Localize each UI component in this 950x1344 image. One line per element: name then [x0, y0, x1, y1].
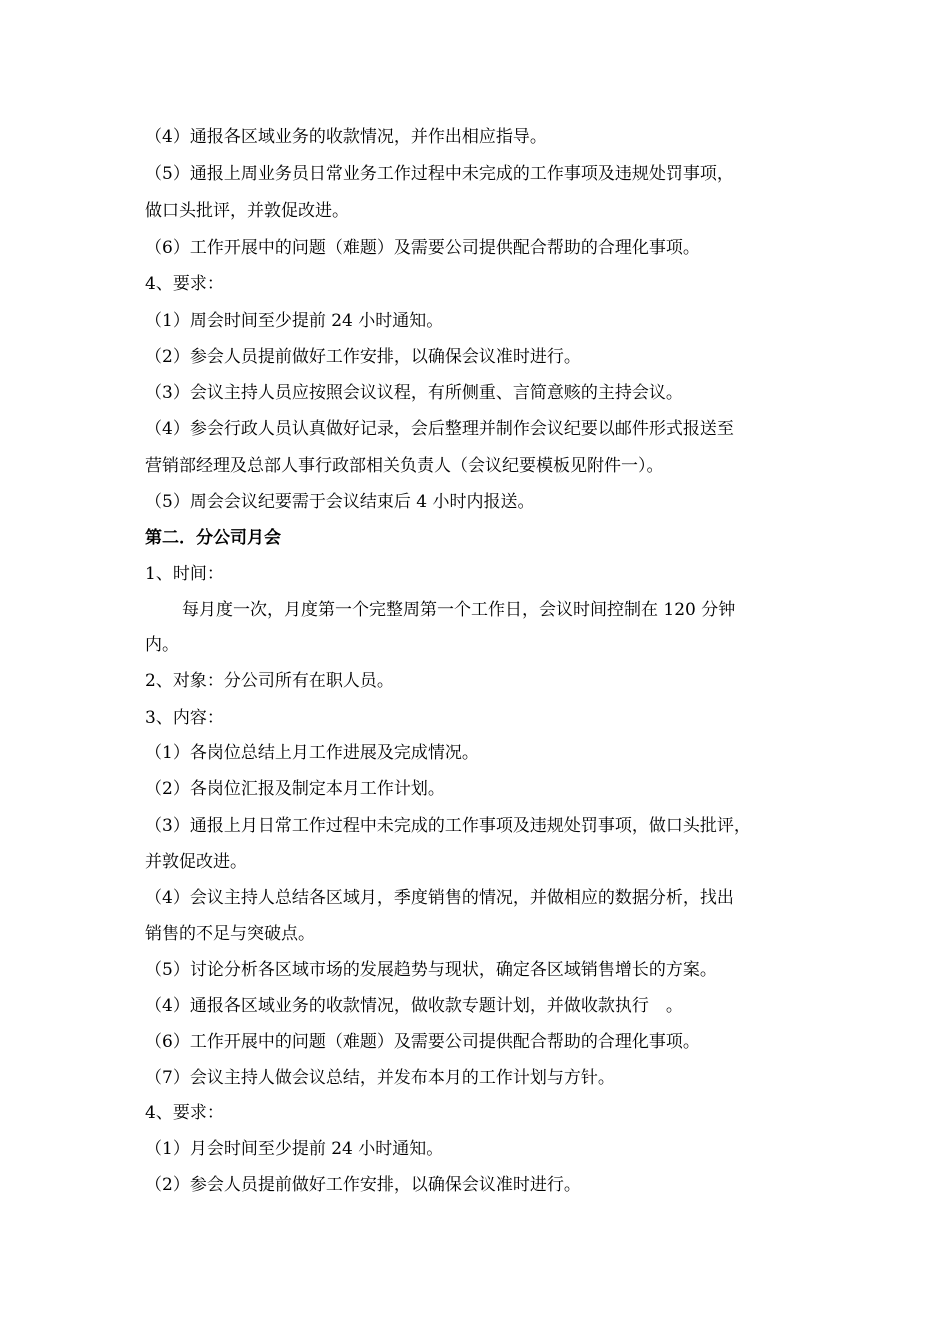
text-line: （2）参会人员提前做好工作安排，以确保会议准时进行。 — [145, 1175, 581, 1195]
text-line: （2）参会人员提前做好工作安排，以确保会议准时进行。 — [145, 347, 581, 367]
text-line: 做口头批评，并敦促改进。 — [145, 201, 349, 221]
text-line: （6）工作开展中的问题（难题）及需要公司提供配合帮助的合理化事项。 — [145, 238, 700, 258]
text-line: （6）工作开展中的问题（难题）及需要公司提供配合帮助的合理化事项。 — [145, 1032, 700, 1052]
text-line: （3）会议主持人员应按照会议议程，有所侧重、言简意赅的主持会议。 — [145, 383, 683, 403]
section-label: 4、要求： — [145, 1103, 224, 1123]
text-line: （5）讨论分析各区域市场的发展趋势与现状，确定各区域销售增长的方案。 — [145, 960, 717, 980]
section-label: 1、时间： — [145, 564, 224, 584]
text-line: （2）各岗位汇报及制定本月工作计划。 — [145, 779, 445, 799]
text-line: （5）周会会议纪要需于会议结束后 4 小时内报送。 — [145, 492, 535, 512]
section-label: 2、对象：分公司所有在职人员。 — [145, 671, 394, 691]
text-line: 并敦促改进。 — [145, 852, 247, 872]
text-line: （5）通报上周业务员日常业务工作过程中未完成的工作事项及违规处罚事项， — [145, 164, 734, 184]
text-line: （4）通报各区域业务的收款情况，做收款专题计划，并做收款执行 。 — [145, 996, 683, 1016]
section-heading: 第二．分公司月会 — [145, 528, 281, 548]
text-line: 内。 — [145, 635, 179, 655]
text-line: （1）月会时间至少提前 24 小时通知。 — [145, 1139, 444, 1159]
text-line: 营销部经理及总部人事行政部相关负责人（会议纪要模板见附件一）。 — [145, 456, 664, 476]
text-line: （1）各岗位总结上月工作进展及完成情况。 — [145, 743, 479, 763]
text-line: （4）会议主持人总结各区域月，季度销售的情况，并做相应的数据分析，找出 — [145, 888, 734, 908]
section-label: 4、要求： — [145, 274, 224, 294]
text-line: （3）通报上月日常工作过程中未完成的工作事项及违规处罚事项，做口头批评， — [145, 816, 751, 836]
text-line: （4）通报各区域业务的收款情况，并作出相应指导。 — [145, 127, 547, 147]
text-line: （1）周会时间至少提前 24 小时通知。 — [145, 311, 444, 331]
section-label: 3、内容： — [145, 708, 224, 728]
text-line: （7）会议主持人做会议总结，并发布本月的工作计划与方针。 — [145, 1068, 615, 1088]
text-line: （4）参会行政人员认真做好记录，会后整理并制作会议纪要以邮件形式报送至 — [145, 419, 734, 439]
text-line: 销售的不足与突破点。 — [145, 924, 315, 944]
text-line: 每月度一次，月度第一个完整周第一个工作日，会议时间控制在 120 分钟 — [182, 600, 736, 620]
